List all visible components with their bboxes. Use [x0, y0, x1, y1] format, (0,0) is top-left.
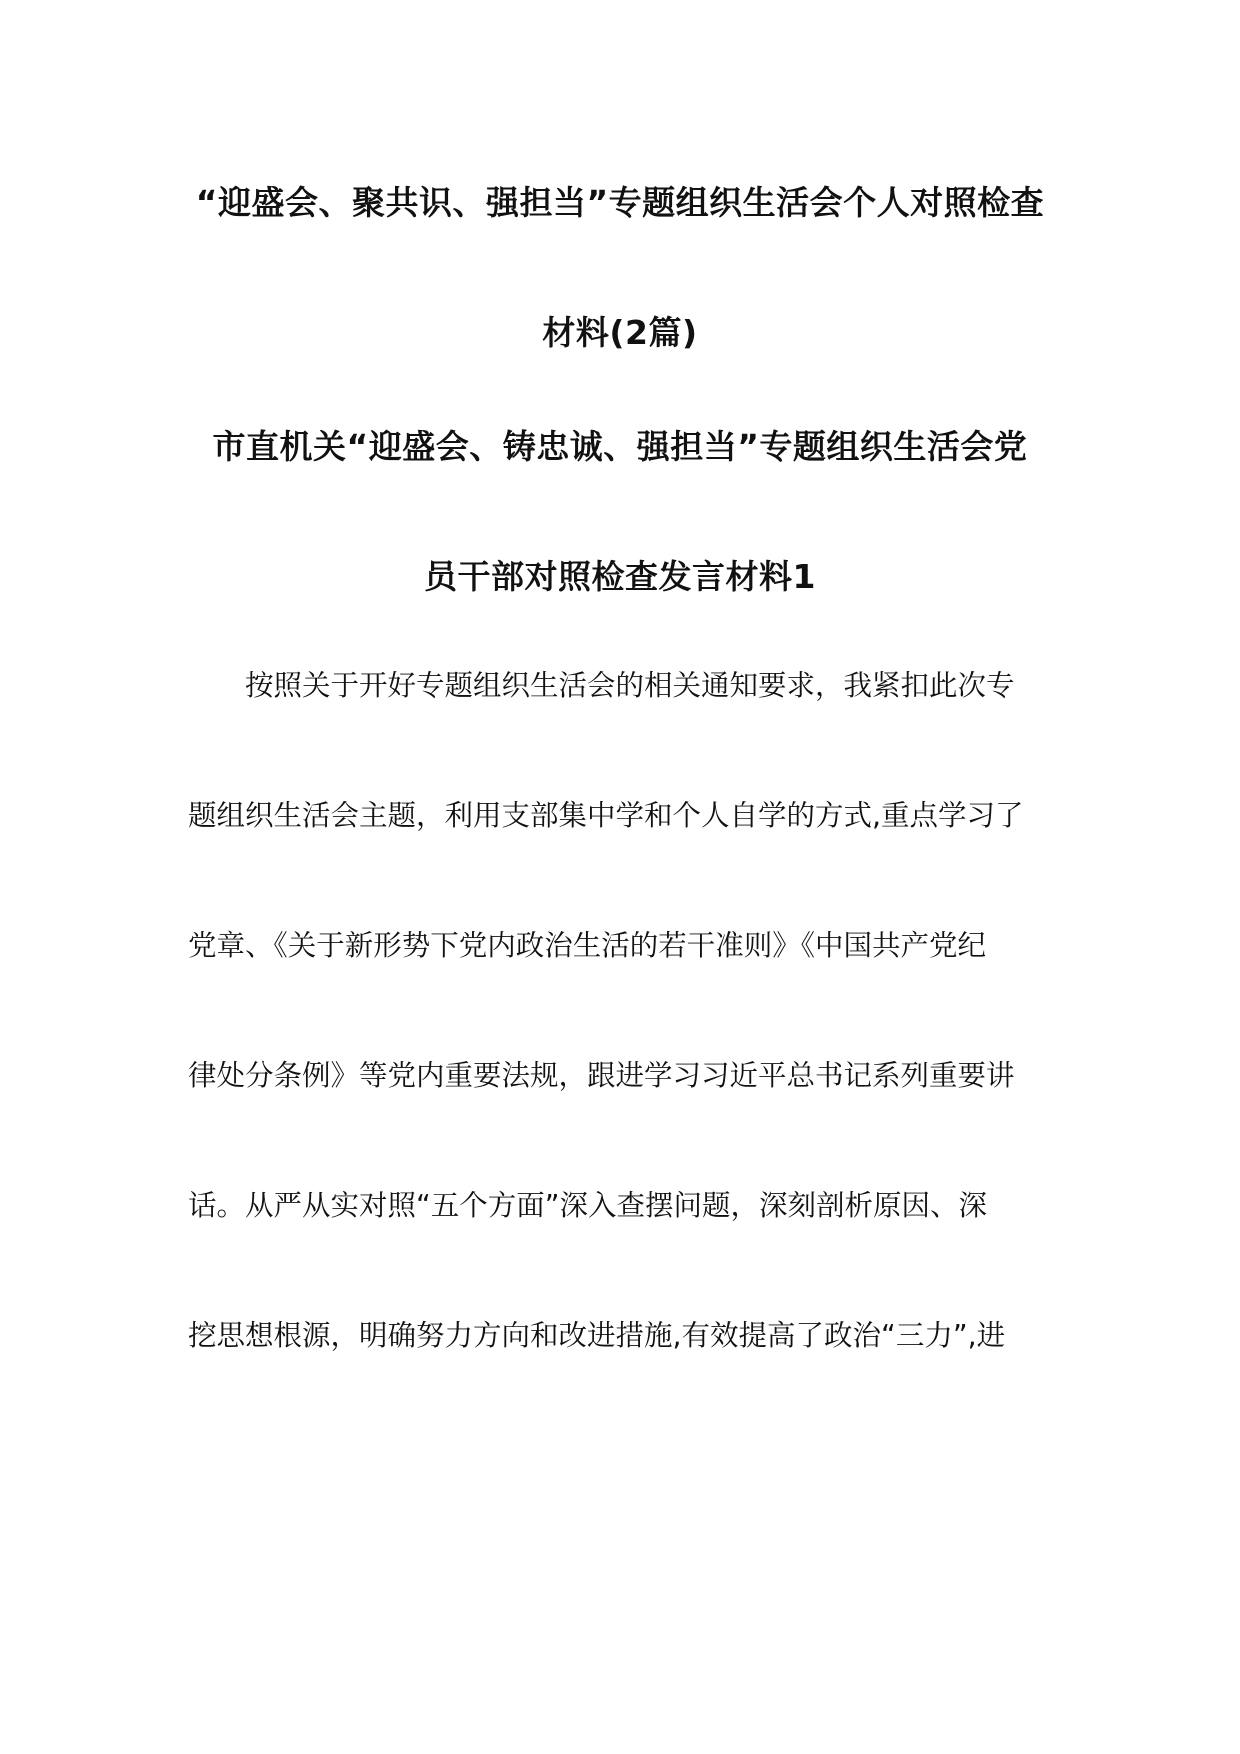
paragraph-line: 按照关于开好专题组织生活会的相关通知要求，我紧扣此次专 — [245, 669, 1015, 702]
sub-title-line-2: 员干部对照检查发言材料1 — [424, 557, 816, 596]
paragraph-line: 挖思想根源，明确努力方向和改进措施,有效提高了政治“三力”,进 — [188, 1319, 1006, 1352]
main-title-line-2: 材料(2篇) — [542, 313, 698, 352]
paragraph-line: 党章、《关于新形势下党内政治生活的若干准则》《中国共产党纪 — [188, 929, 987, 962]
sub-title-line-1: 市直机关“迎盛会、铸忠诚、强担当”专题组织生活会党 — [212, 427, 1028, 466]
paragraph-line: 话。从严从实对照“五个方面”深入查摆问题，深刻剖析原因、深 — [188, 1189, 988, 1222]
main-title-line-1: “迎盛会、聚共识、强担当”专题组织生活会个人对照检查 — [195, 183, 1045, 222]
paragraph-line: 律处分条例》等党内重要法规，跟进学习习近平总书记系列重要讲 — [188, 1059, 1015, 1092]
paragraph-line: 题组织生活会主题，利用支部集中学和个人自学的方式,重点学习了 — [188, 799, 1024, 832]
